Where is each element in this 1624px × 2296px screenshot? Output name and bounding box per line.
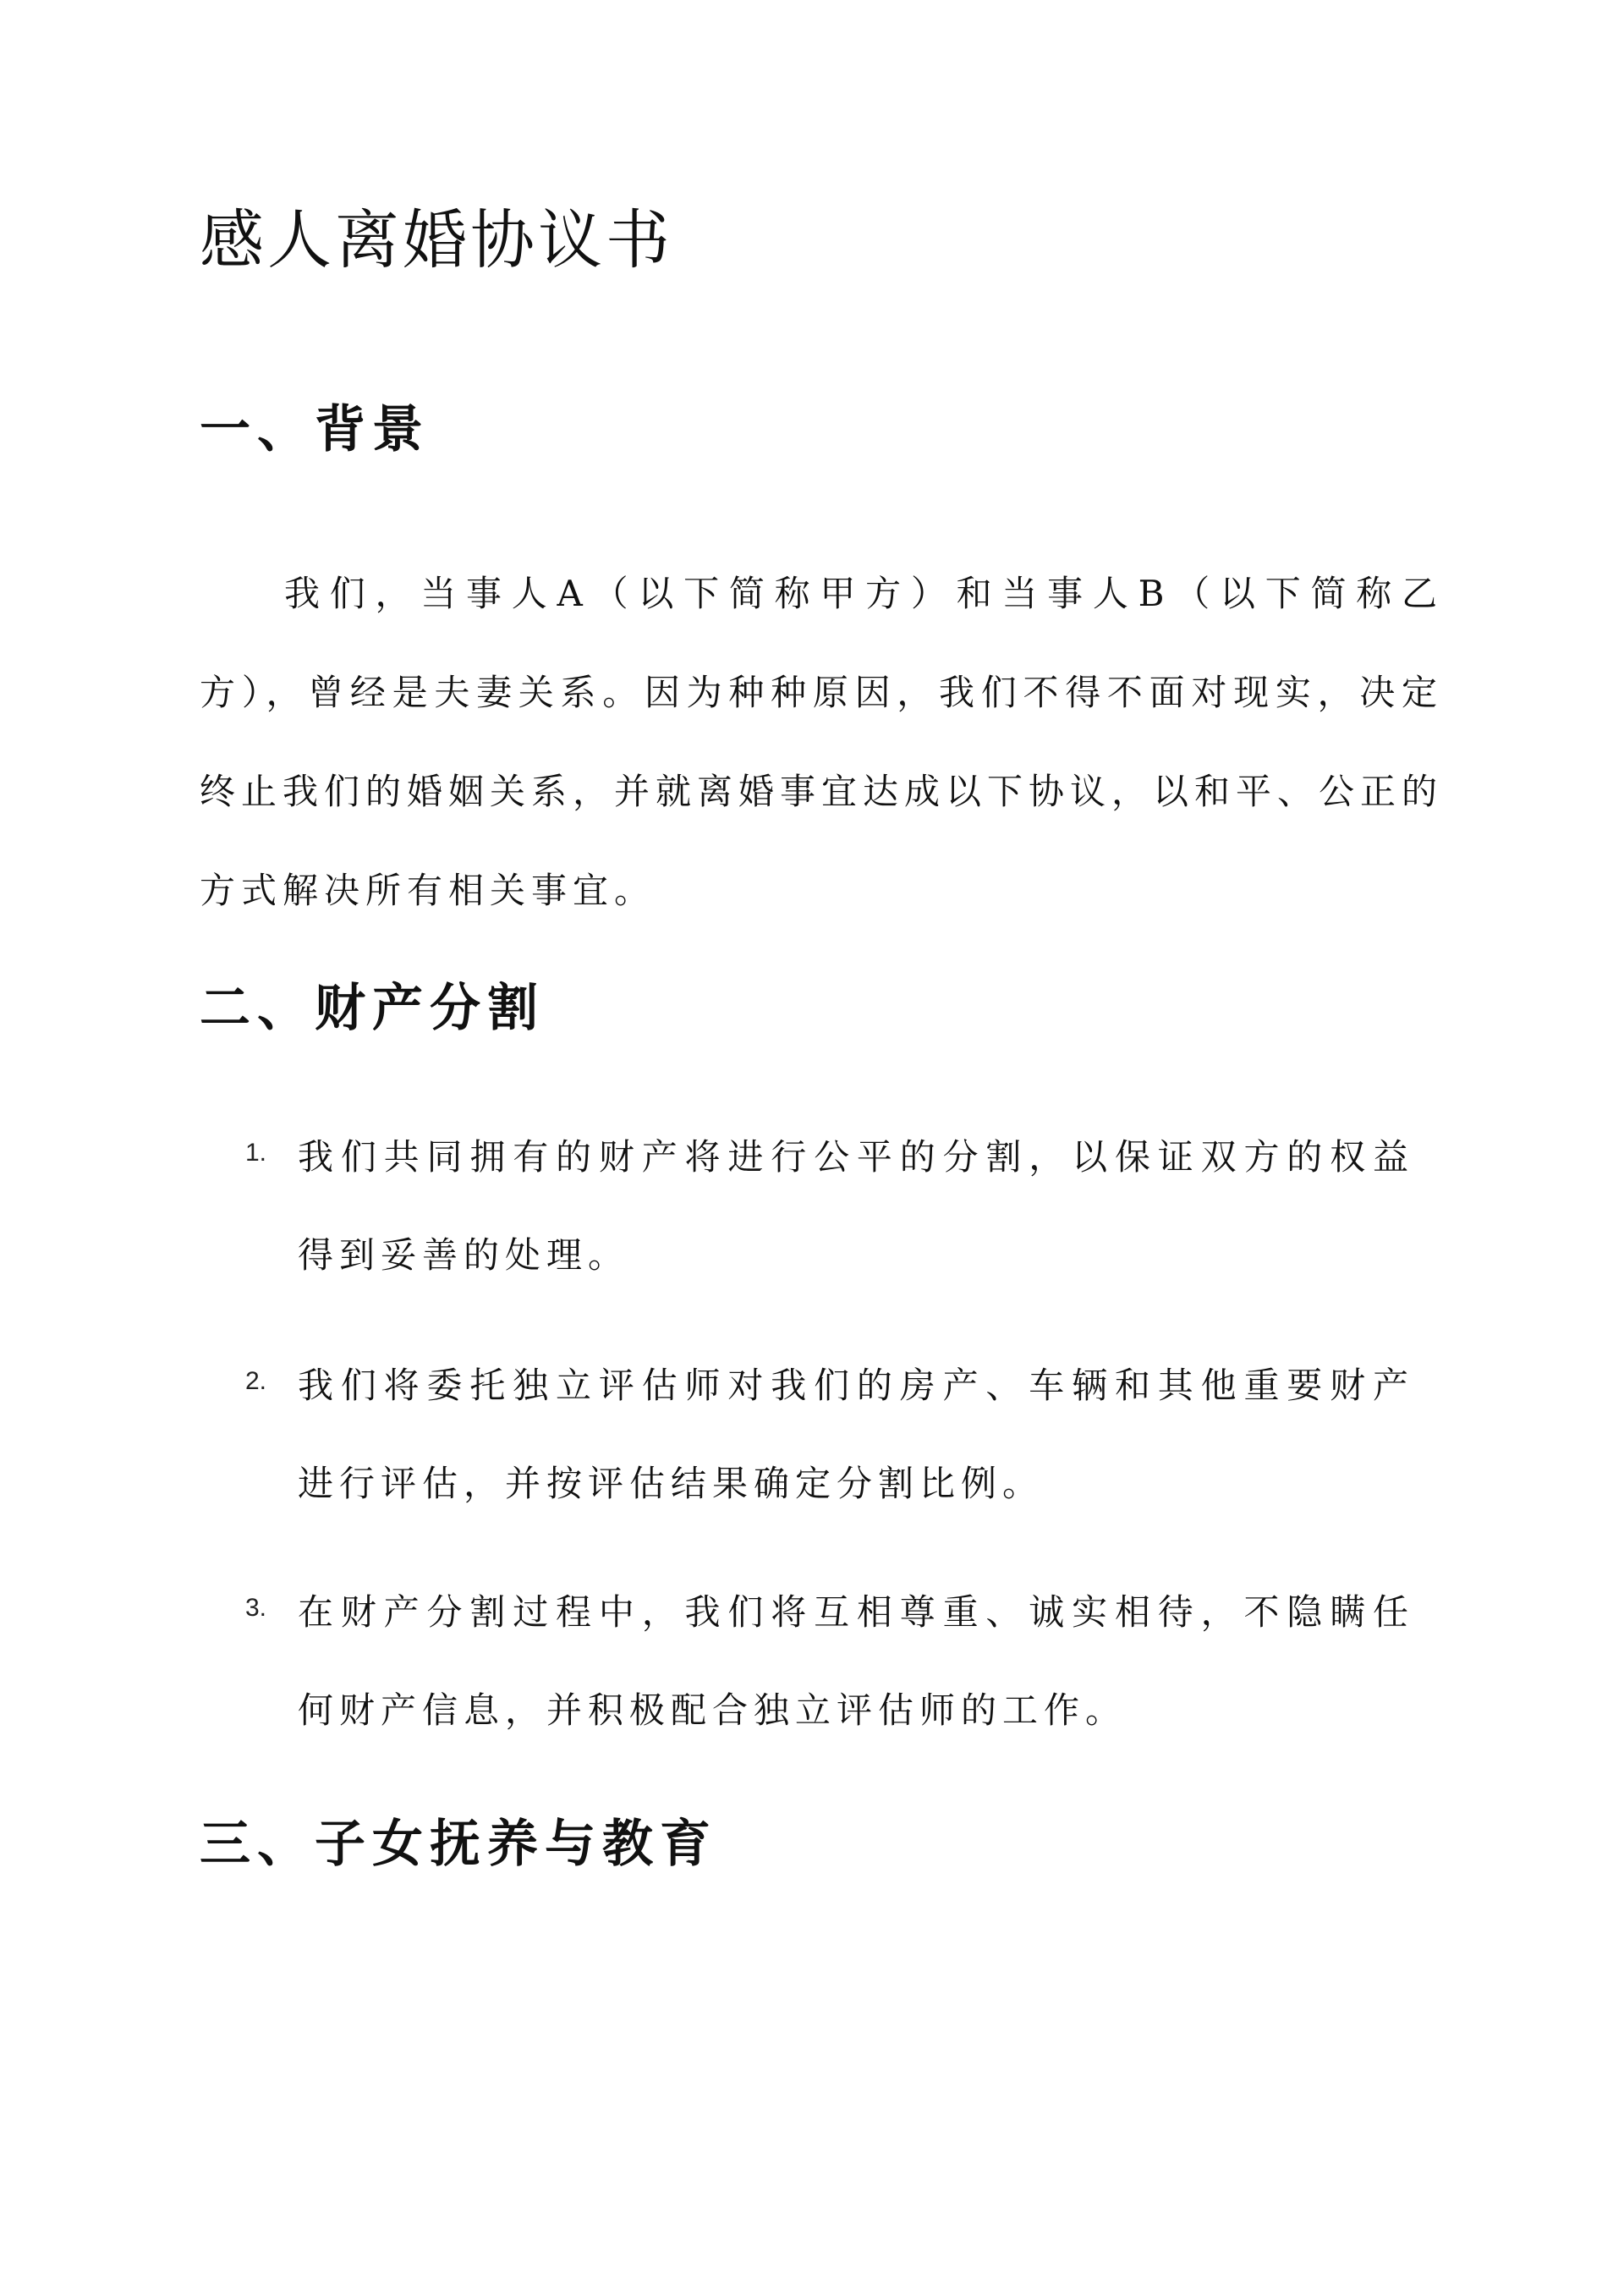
list-item-text: 在财产分割过程中，我们将互相尊重、诚实相待，不隐瞒任何财产信息，并积极配合独立评估师的工作。	[298, 1591, 1414, 1731]
section-heading-child-custody: 三、子女抚养与教育	[200, 1815, 717, 1874]
list-item-text: 我们共同拥有的财产将进行公平的分割，以保证双方的权益得到妥善的处理。	[298, 1136, 1414, 1276]
section-heading-property-division: 二、财产分割	[200, 979, 545, 1038]
document-title: 感人离婚协议书	[200, 202, 673, 277]
section-heading-background: 一、背景	[200, 400, 430, 459]
list-item-number: 2.	[245, 1367, 267, 1395]
list-item-number: 3.	[245, 1594, 267, 1622]
list-item-text: 我们将委托独立评估师对我们的房产、车辆和其他重要财产进行评估，并按评估结果确定分割比例。	[298, 1365, 1414, 1504]
list-item-number: 1.	[245, 1139, 267, 1167]
background-paragraph: 我们，当事人A（以下简称甲方）和当事人B（以下简称乙方），曾经是夫妻关系。因为种种原因，我们不得不面对现实，决定终止我们的婚姻关系，并就离婚事宜达成以下协议，以和平、公正的方式解决所有相关事宜。	[200, 573, 1444, 911]
